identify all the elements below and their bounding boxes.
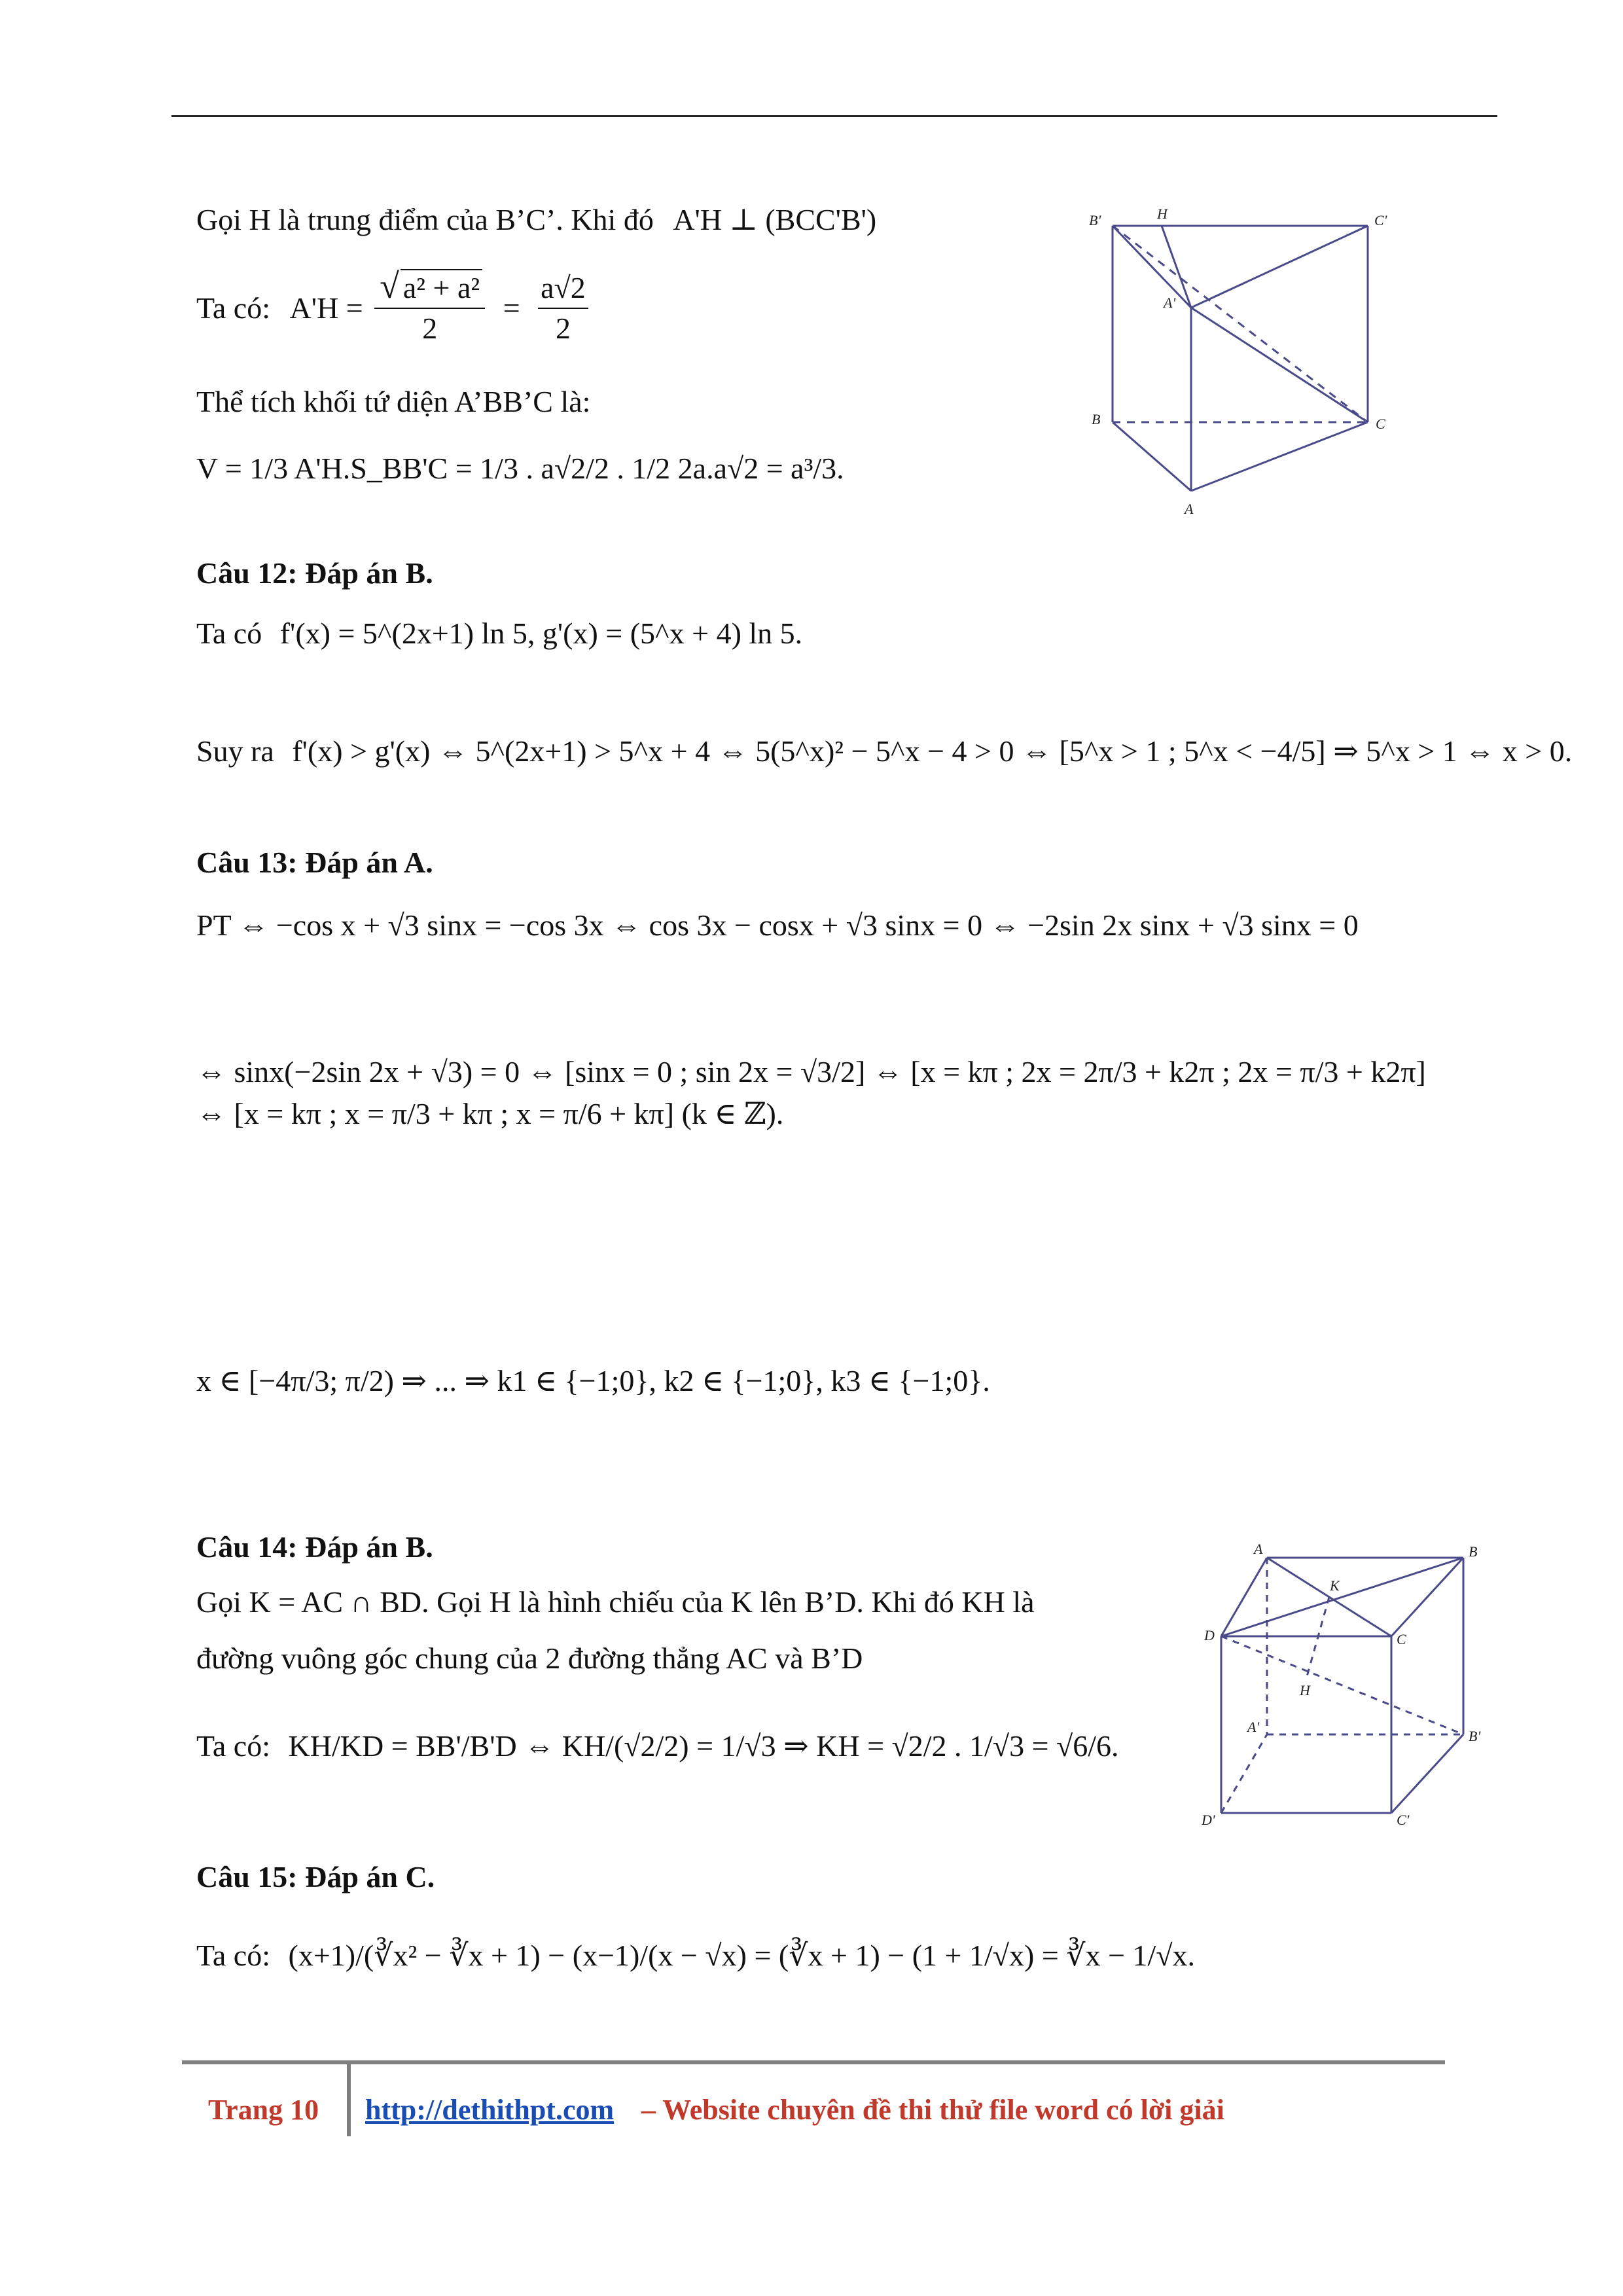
q11-rhs-num: a√2	[538, 268, 588, 309]
fig2-label-dprime: D'	[1202, 1812, 1215, 1828]
footer-description: – Website chuyên đề thi thử file word có lời giải	[641, 2094, 1224, 2126]
fig1-label-b: B	[1092, 411, 1101, 427]
q13-solution-text: ⇔ sinx(−2sin 2x + √3) = 0 ⇔ [sinx = 0 ; sin 2x = √3/2] ⇔ [x = kπ ; 2x = 2π/3 + k2π ; 2x = π/3 + k2π] ⇔ [x = kπ ; x = π/3 + kπ ; x = π/6 + kπ] (k ∈ ℤ).	[196, 1055, 1426, 1130]
q13-range-text: x ∈ [−4π/3; π/2) ⇒ ... ⇒ k1 ∈ {−1;0}, k2 ∈ {−1;0}, k3 ∈ {−1;0}.	[196, 1364, 990, 1397]
q12-heading: Câu 12: Đáp án B.	[196, 556, 433, 590]
fig2-label-b: B	[1469, 1543, 1478, 1560]
q11-den: 2	[422, 312, 438, 345]
fig2-label-k: K	[1330, 1577, 1340, 1594]
q11-rhs-den: 2	[555, 312, 571, 345]
q11-line3: Thể tích khối tứ diện A’BB’C là:	[196, 385, 591, 418]
q13-line1: PT ⇔ −cos x + √3 sinx = −cos 3x ⇔ cos 3x − cosx + √3 sinx = 0 ⇔ −2sin 2x sinx + √3 sinx = 0	[196, 908, 1359, 942]
q11-sqrt-content: a² + a²	[401, 269, 482, 306]
footer-rule	[182, 2060, 1445, 2064]
q14-line1: Gọi K = AC ∩ BD. Gọi H là hình chiếu của K lên B’D. Khi đó KH là	[196, 1585, 1035, 1619]
q14-formula: KH/KD = BB'/B'D ⇔ KH/(√2/2) = 1/√3 ⇒ KH = √2/2 . 1/√3 = √6/6.	[288, 1729, 1119, 1763]
fig2-label-cprime: C'	[1397, 1812, 1410, 1828]
fig2-label-aprime: A'	[1247, 1719, 1260, 1735]
q14-heading: Câu 14: Đáp án B.	[196, 1530, 433, 1564]
fig1-label-cprime: C'	[1374, 212, 1387, 228]
footer-divider	[347, 2063, 351, 2136]
fig1-label-a: A	[1185, 501, 1194, 517]
q13-line2	[196, 969, 1440, 1217]
fig2-label-d: D	[1204, 1627, 1215, 1643]
fig1-label-h: H	[1157, 206, 1168, 222]
q14-line2: đường vuông góc chung của 2 đường thẳng AC và B’D	[196, 1641, 863, 1675]
fig2-label-h: H	[1300, 1682, 1310, 1698]
q15-heading: Câu 15: Đáp án C.	[196, 1860, 435, 1893]
q12-line1	[196, 615, 802, 652]
fig1-label-aprime: A'	[1164, 295, 1176, 311]
q11-line1-math: A'H ⊥ (BCC'B')	[673, 203, 877, 236]
q11-ah-lhs: A'H =	[289, 291, 363, 325]
q12-derivatives: f'(x) = 5^(2x+1) ln 5, g'(x) = (5^x + 4) ln 5.	[279, 617, 803, 650]
footer-page-number: Trang 10	[208, 2094, 319, 2126]
fig1-label-bprime: B'	[1089, 212, 1101, 228]
q11-volume: V = 1/3 A'H.S_BB'C = 1/3 . a√2/2 . 1/2 2a.a√2 = a³/3.	[196, 452, 844, 485]
q15-formula: (x+1)/(∛x² − ∛x + 1) − (x−1)/(x − √x) = (∛x + 1) − (1 + 1/√x) = ∛x − 1/√x.	[288, 1939, 1196, 1972]
fig1-label-c: C	[1376, 416, 1385, 432]
fig2-label-bprime: B'	[1469, 1728, 1481, 1744]
q13-heading: Câu 13: Đáp án A.	[196, 846, 433, 879]
q15-line1	[196, 1937, 1195, 1974]
q13-line3	[196, 1244, 1440, 1518]
footer-website-link[interactable]: http://dethithpt.com	[365, 2094, 615, 2126]
q12-inequality: f'(x) > g'(x) ⇔ 5^(2x+1) > 5^x + 4 ⇔ 5(5^x)² − 5^x − 4 > 0 ⇔ [5^x > 1 ; 5^x < −4/5] ⇒ 5^x > 1 ⇔ x > 0.	[292, 734, 1573, 768]
fig2-label-a: A	[1254, 1541, 1263, 1557]
figure-prism	[1080, 196, 1420, 537]
q11-rhs-frac	[538, 268, 588, 348]
q15-taco: Ta có:	[196, 1939, 271, 1972]
q11-line1-text: Gọi H là trung điểm của B’C’. Khi đó	[196, 203, 654, 236]
q12-taco: Ta có	[196, 617, 262, 650]
fig2-label-c: C	[1397, 1631, 1406, 1647]
q12-suyra: Suy ra	[196, 734, 274, 768]
q11-ah-line: Ta có: A'H = $\frac{\text{√ a² + a²}}{2}$ = $\frac{a√2}{2}$	[196, 268, 592, 348]
q11-ah-frac: $\frac{\text{√ a² + a²}}{2}$	[374, 268, 485, 348]
q14-taco: Ta có:	[196, 1729, 271, 1763]
q11-taco: Ta có:	[196, 291, 271, 325]
top-rule	[171, 115, 1497, 117]
q11-line1	[196, 202, 876, 238]
figure-cube	[1202, 1538, 1489, 1839]
q14-line3	[196, 1728, 1119, 1765]
q12-line2	[196, 733, 1572, 770]
